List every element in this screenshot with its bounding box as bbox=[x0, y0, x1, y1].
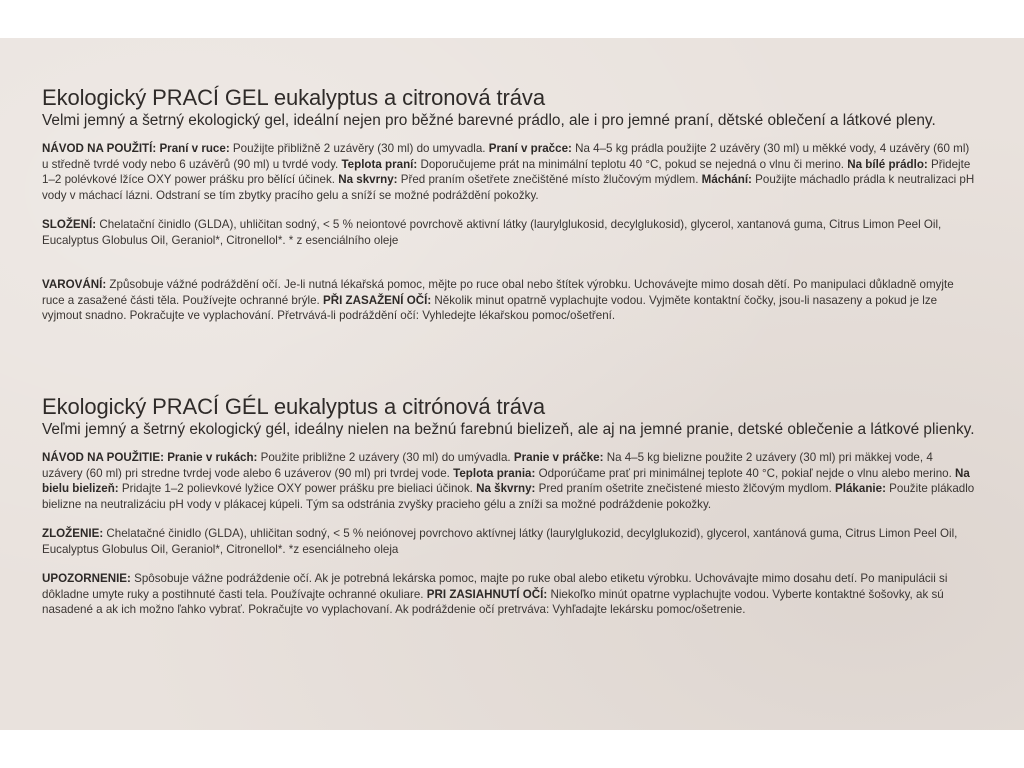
warning-text-cz: Způsobuje vážné podráždění očí. Je-li nutná lékařská pomoc, mějte po ruce obal nebo štítek výrobku. Uchovávejte mimo dosah dětí. Po manipulaci důkladně omyjte ruce a zasažené části těla. Používejte ochranné brýle. bbox=[42, 278, 954, 307]
instructions-paragraph-cz bbox=[42, 141, 976, 203]
hand-wash-text-cz: Použijte přibližně 2 uzávěry (30 ml) do umyvadla. bbox=[229, 142, 489, 155]
warning-paragraph-sk bbox=[42, 571, 976, 618]
machine-wash-label-sk: Pranie v práčke: bbox=[513, 451, 604, 464]
composition-text-cz: Chelatační činidlo (GLDA), uhličitan sodný, < 5 % neiontové povrchově aktivní látky (laurylglukosid, decylglukosid), glycerol, xantanová guma, Citrus Limon Peel Oil, Eucalyptus Globulus Oil, Geraniol*, Citronellol*. * z esenciálního oleje bbox=[42, 218, 942, 247]
composition-text-sk: Chelatačné činidlo (GLDA), uhličitan sodný, < 5 % neiónovej povrchovo aktívnej látky (laurylglukozid, decylglukozid), glycerol, xantánová guma, Citrus Limon Peel Oil, Eucalyptus Globulus Oil, Geraniol*, Citronellol*. *z esenciálneho oleja bbox=[42, 527, 958, 556]
composition-paragraph-sk bbox=[42, 526, 976, 557]
machine-wash-text-cz: Na 4–5 kg prádla použijte 2 uzávěry (30 ml) u měkké vody, 4 uzávěry (60 ml) u středně tvrdé vody nebo 6 uzávěrů (90 ml) u tvrdé vody. bbox=[42, 142, 970, 171]
hand-wash-text-sk: Použite približne 2 uzávery (30 ml) do umývadla. bbox=[257, 451, 514, 464]
white-laundry-label-cz: Na bílé prádlo: bbox=[847, 157, 928, 171]
eye-contact-label-cz: PŘI ZASAŽENÍ OČÍ: bbox=[322, 293, 432, 307]
instructions-heading-cz: NÁVOD NA POUŽITÍ: bbox=[42, 142, 157, 155]
hand-wash-label-sk: Pranie v rukách: bbox=[167, 451, 258, 464]
label-section-cz bbox=[42, 85, 976, 324]
machine-wash-label-cz: Praní v pračce: bbox=[488, 142, 572, 155]
rinsing-label-cz: Máchání: bbox=[701, 173, 752, 186]
stains-label-cz: Na skvrny: bbox=[338, 173, 398, 186]
rinsing-text-sk: Použite plákadlo bielizne na neutralizáciu pH vody v plákacej kúpeli. Tým sa odstránia zvyšky pracieho gélu a zníži sa možné podráždenie pokožky. bbox=[42, 482, 975, 511]
temperature-text-cz: Doporučujeme prát na minimální teplotu 40 °C, pokud se nejedná o vlnu či merino. bbox=[417, 157, 848, 171]
eye-contact-label-sk: PRI ZASIAHNUTÍ OČÍ: bbox=[426, 587, 548, 601]
composition-paragraph-cz bbox=[42, 217, 976, 248]
warning-heading-cz: VAROVÁNÍ: bbox=[42, 278, 107, 291]
composition-heading-sk: ZLOŽENIE: bbox=[42, 527, 104, 540]
temperature-label-cz: Teplota praní: bbox=[341, 157, 418, 171]
white-laundry-text-cz: Přidejte 1–2 polévkové lžíce OXY power prášku pro bělící účinek. bbox=[42, 157, 971, 186]
machine-wash-text-sk: Na 4–5 kg bielizne použite 2 uzávery (30 ml) pri mäkkej vode, 4 uzávery (60 ml) pri stredne tvrdej vode alebo 6 uzáverov (90 ml) pri tvrdej vode. bbox=[42, 451, 933, 480]
stains-text-cz: Před praním ošetřete znečištěné místo žlučovým mýdlem. bbox=[397, 173, 702, 186]
temperature-label-sk: Teplota prania: bbox=[453, 466, 536, 480]
warning-text-sk: Spôsobuje vážne podráždenie očí. Ak je potrebná lekárska pomoc, majte po ruke obal alebo etiketu výrobku. Uchovávajte mimo dosahu detí. Po manipulácii si dôkladne umyte ruky a postihnuté časti tela. Používajte ochranné okuliare. bbox=[42, 572, 948, 601]
eye-contact-text-cz: Několik minut opatrně vyplachujte vodou. Vyjměte kontaktní čočky, jsou-li nasazeny a pokud je lze vyjmout snadno. Pokračujte ve vyplachování. Přetrvává-li podráždění očí: Vyhledejte lékařskou pomoc/ošetření. bbox=[42, 293, 938, 322]
rinsing-text-cz: Použijte máchadlo prádla k neutralizaci pH vody v máchací lázni. Odstraní se tím zbytky pracího gelu a sníží se možné podráždění pokožky. bbox=[42, 173, 975, 202]
white-laundry-label-sk: Na bielu bielizeň: bbox=[42, 466, 970, 495]
rinsing-label-sk: Plákanie: bbox=[835, 482, 886, 495]
warning-paragraph-cz bbox=[42, 277, 976, 324]
eye-contact-text-sk: Niekoľko minút opatrne vyplachujte vodou. Vyberte kontaktné šošovky, ak sú nasadené a ak ich možno ľahko vybrať. Pokračujte vo vyplachovaní. Ak podráždenie očí pretrváva: Vyhľadajte lekársku pomoc/ošetrenie. bbox=[42, 587, 944, 616]
composition-heading-cz: SLOŽENÍ: bbox=[42, 218, 97, 231]
label-section-sk bbox=[42, 394, 976, 618]
product-subtitle-sk: Veľmi jemný a šetrný ekologický gél, ideálny nielen na bežnú farebnú bielizeň, ale aj na jemné pranie, detské oblečenie a látkové plienky. bbox=[42, 421, 975, 438]
temperature-text-sk: Odporúčame prať pri minimálnej teplote 40 °C, pokiaľ nejde o vlnu alebo merino. bbox=[535, 466, 956, 480]
product-title-sk: Ekologický PRACÍ GÉL eukalyptus a citrónová tráva bbox=[42, 394, 545, 419]
instructions-heading-sk: NÁVOD NA POUŽITIE: bbox=[42, 451, 164, 464]
hand-wash-label-cz: Praní v ruce: bbox=[159, 142, 230, 155]
warning-heading-sk: UPOZORNENIE: bbox=[42, 572, 131, 585]
stains-text-sk: Pred praním ošetrite znečistené miesto žlčovým mydlom. bbox=[535, 482, 836, 495]
product-subtitle-cz: Velmi jemný a šetrný ekologický gel, ideální nejen pro běžné barevné prádlo, ale i pro jemné praní, dětské oblečení a látkové pleny. bbox=[42, 112, 936, 129]
white-laundry-text-sk: Pridajte 1–2 polievkové lyžice OXY power prášku pre bieliaci účinok. bbox=[118, 482, 477, 495]
product-label-sheet bbox=[0, 38, 1024, 730]
instructions-paragraph-sk bbox=[42, 450, 976, 512]
product-title-cz: Ekologický PRACÍ GEL eukalyptus a citronová tráva bbox=[42, 85, 545, 110]
stains-label-sk: Na škvrny: bbox=[476, 482, 536, 495]
